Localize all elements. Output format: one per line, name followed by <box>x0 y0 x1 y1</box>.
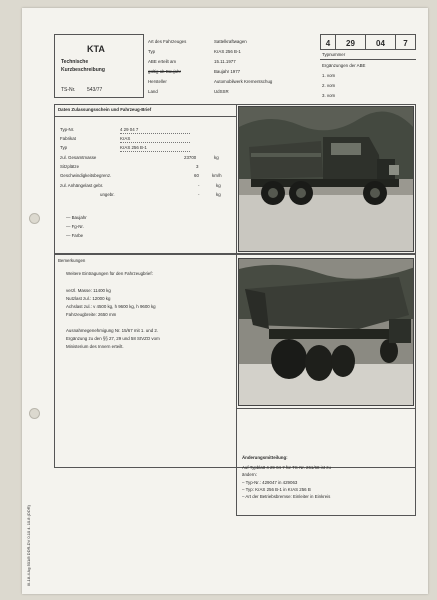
bemerkung-line: Nutzlast zul.: 12000 kg <box>66 296 111 301</box>
row-label: zul. Anhängelast gebr. <box>60 183 104 188</box>
ergaenzung-item: 3. vom <box>322 93 336 98</box>
row-value: - <box>198 183 200 188</box>
extra-field: — Baujahr <box>66 215 87 220</box>
field-value: Sattelkraftwagen <box>214 39 247 44</box>
extra-field: — Fg-Nr. <box>66 224 84 229</box>
truck-photo-side <box>238 106 414 252</box>
row-label: zul. Gesamtmasse <box>60 155 97 160</box>
aenderung-title: Änderungsmitteilung: <box>242 455 288 460</box>
bemerkung-line: Weitere Eintragungen für den Fahrzeugbrief: <box>66 271 153 276</box>
row-label: ungebr. <box>100 192 115 197</box>
typnummer-digit: 04 <box>376 39 385 48</box>
typnummer-label: Typnummer <box>322 52 346 57</box>
bemerkung-line: Fahrzeugbreite: 2650 mm <box>66 312 117 317</box>
aenderung-line: ändern: <box>242 472 257 477</box>
punch-hole <box>29 408 40 419</box>
document-sheet <box>22 8 428 594</box>
typnummer-digit: 7 <box>403 39 408 48</box>
bemerkung-line: Ministerium des Innern erteilt. <box>66 344 124 349</box>
typnummer-digit: 4 <box>325 39 331 48</box>
header-title-box <box>54 34 144 98</box>
row-label: Fabrikat <box>60 136 76 141</box>
field-value: Automobilwerk Krementschug <box>214 79 273 84</box>
typnummer-digit: 29 <box>346 39 355 48</box>
row-unit: kg <box>216 183 221 188</box>
truck-side-image <box>239 107 414 252</box>
row-value: - <box>198 192 200 197</box>
field-label: Typ <box>148 49 156 54</box>
row-value: KrAS 256 B-1 <box>120 145 147 150</box>
row-label: Typ <box>60 145 68 150</box>
row-label: Typ-Nr. <box>60 127 75 132</box>
field-label: Land <box>148 89 158 94</box>
ts-value: 543/77 <box>87 87 103 93</box>
kta-title: KTA <box>87 44 105 54</box>
zulassung-title: Daten Zulassungsschein und Fahrzeug-Brief <box>58 107 152 112</box>
row-label: Sitzplätze <box>60 164 80 169</box>
print-note: III-18-4 Ag 501/8 DDR-DV 0.10 4. 10.8 (DDR) <box>26 505 31 586</box>
field-value: KrAS 256 B-1 <box>214 49 241 54</box>
bemerkung-line: verzl. Masse: 11400 kg <box>66 288 111 293</box>
row-label: Geschwindigkeitsbegrenz. <box>60 173 112 178</box>
field-label: gültig ab Baujahr <box>148 69 181 74</box>
row-unit: kg <box>216 192 221 197</box>
aenderung-line: – Typ-Nr.: 429047 in 429063 <box>242 480 298 485</box>
ts-label: TS-Nr. <box>61 87 76 93</box>
bemerkung-line: Ergänzung zu den §§ 27, 29 und 58 StVZO vom <box>66 336 160 341</box>
field-value: Baujahr 1977 <box>214 69 241 74</box>
typnummer-box <box>320 34 416 50</box>
row-value: 4 29 04 7 <box>120 127 139 132</box>
ergaenzung-item: 1. vom <box>322 73 336 78</box>
ergaenzungen-title: Ergänzungen der ABE <box>322 63 366 68</box>
aenderung-line: – Typ: KrAS 256 B-1 in KrAS 256 B <box>242 487 311 492</box>
ergaenzung-item: 2. vom <box>322 83 336 88</box>
aenderung-line: – Art der Betriebsbremse: Einleiter in Einkreis <box>242 494 331 499</box>
tech-label-2: Kurzbeschreibung <box>61 67 105 73</box>
row-value: 60 <box>194 173 199 178</box>
field-value: 15.11.1977 <box>214 59 236 64</box>
tech-label-1: Technische <box>61 59 89 65</box>
punch-hole <box>29 213 40 224</box>
row-value: KrAS <box>120 136 131 141</box>
row-unit: kg <box>214 155 219 160</box>
truck-rear-image <box>239 259 414 406</box>
aenderung-line: Auf Typblatt 4 29 04 7 für TS-Nr. 261/68 ist zu <box>242 465 331 470</box>
field-label: Hersteller <box>148 79 167 84</box>
extra-field: — Farbe <box>66 233 84 238</box>
row-unit: km/h <box>212 173 222 178</box>
bemerkung-line: Achslast zul.: v 4500 kg, h 9600 kg, h 9600 kg <box>66 304 156 309</box>
row-value: 23700 <box>184 155 197 160</box>
truck-photo-rear <box>238 258 414 406</box>
row-value: 3 <box>196 164 199 169</box>
aenderung-section <box>236 440 416 516</box>
field-label: ABE erteilt am <box>148 59 177 64</box>
bemerkung-line: Ausnahmegenehmigung Nr. 15/67 mit 1. und 2. <box>66 328 159 333</box>
bemerkungen-title: Bemerkungen <box>58 258 86 263</box>
field-label: Art des Fahrzeuges <box>148 39 187 44</box>
field-value: UdSSR <box>214 89 229 94</box>
